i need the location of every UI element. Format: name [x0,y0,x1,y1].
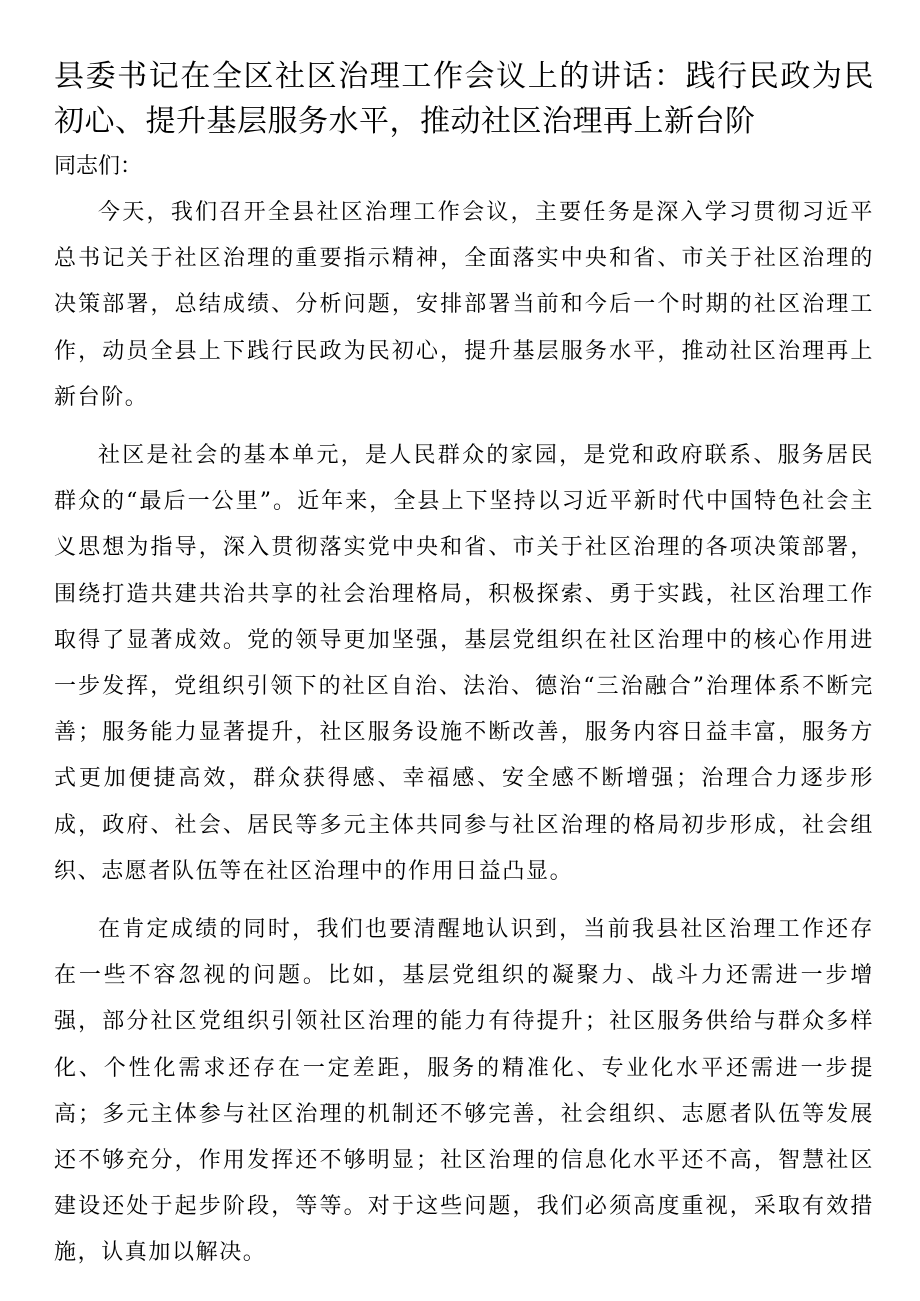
paragraph-3: 在肯定成绩的同时，我们也要清醒地认识到，当前我县社区治理工作还存在一些不容忽视的问题。比如，基层党组织的凝聚力、战斗力还需进一步增强，部分社区党组织引领社区治理的能力有待提升；社区服务供给与群众多样化、个性化需求还存在一定差距，服务的精准化、专业化水平还需进一步提高；多元主体参与社区治理的机制还不够完善，社会组织、志愿者队伍等发展还不够充分，作用发挥还不够明显；社区治理的信息化水平还不高，智慧社区建设还处于起步阶段，等等。对于这些问题，我们必须高度重视，采取有效措施，认真加以解决。 [54,917,874,1266]
paragraph-2: 社区是社会的基本单元，是人民群众的家园，是党和政府联系、服务居民群众的“最后一公里”。近年来，全县上下坚持以习近平新时代中国特色社会主义思想为指导，深入贯彻落实党中央和省、市关于社区治理的各项决策部署，围绕打造共建共治共享的社会治理格局，积极探索、勇于实践，社区治理工作取得了显著成效。党的领导更加坚强，基层党组织在社区治理中的核心作用进一步发挥，党组织引领下的社区自治、法治、德治“三治融合”治理体系不断完善；服务能力显著提升，社区服务设施不断改善，服务内容日益丰富，服务方式更加便捷高效，群众获得感、幸福感、安全感不断增强；治理合力逐步形成，政府、社会、居民等多元主体共同参与社区治理的格局初步形成，社会组织、志愿者队伍等在社区治理中的作用日益凸显。 [54,443,874,884]
document-title: 县委书记在全区社区治理工作会议上的讲话：践行民政为民初心、提升基层服务水平，推动社区治理再上新台阶 [54,59,874,139]
salutation: 同志们： [54,154,143,179]
paragraph-1: 今天，我们召开全县社区治理工作会议，主要任务是深入学习贯彻习近平总书记关于社区治理的重要指示精神，全面落实中央和省、市关于社区治理的决策部署，总结成绩、分析问题，安排部署当前和今后一个时期的社区治理工作，动员全县上下践行民政为民初心，提升基层服务水平，推动社区治理再上新台阶。 [54,200,874,410]
